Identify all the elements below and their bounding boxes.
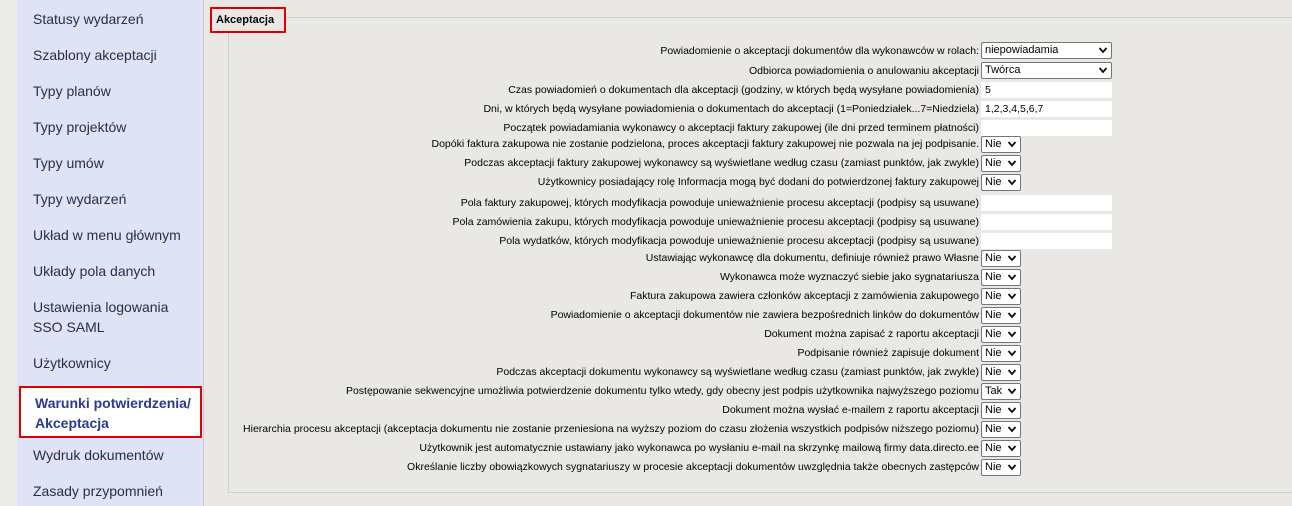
chevron-down-icon bbox=[1007, 271, 1017, 283]
chevron-down-icon bbox=[1007, 461, 1017, 473]
setting-dropdown[interactable] bbox=[981, 383, 1021, 400]
setting-row bbox=[204, 62, 1292, 82]
setting-row bbox=[204, 194, 1292, 214]
setting-text-field[interactable] bbox=[981, 120, 1112, 136]
dropdown-value: Nie bbox=[985, 347, 1002, 359]
chevron-down-icon bbox=[1007, 366, 1017, 378]
setting-row bbox=[204, 213, 1292, 233]
setting-dropdown[interactable] bbox=[981, 307, 1021, 324]
setting-row bbox=[204, 135, 1292, 155]
sidebar-item[interactable]: Zasady przypomnień bbox=[33, 483, 163, 499]
setting-dropdown[interactable] bbox=[981, 288, 1021, 305]
setting-dropdown[interactable] bbox=[981, 459, 1021, 476]
sidebar-item[interactable]: Układy pola danych bbox=[33, 263, 156, 279]
setting-text-field[interactable] bbox=[981, 233, 1112, 249]
setting-label: Faktura zakupowa zawiera członków akceptacji z zamówienia zakupowego bbox=[629, 290, 979, 302]
sidebar-item[interactable]: Statusy wydarzeń bbox=[33, 11, 144, 27]
setting-text-field[interactable] bbox=[981, 101, 1112, 117]
chevron-down-icon bbox=[1007, 442, 1017, 454]
sidebar-item[interactable]: Typy umów bbox=[33, 155, 104, 171]
setting-text-field[interactable] bbox=[981, 214, 1112, 230]
dropdown-value: Nie bbox=[985, 442, 1002, 454]
chevron-down-icon bbox=[1007, 290, 1017, 302]
dropdown-value: Nie bbox=[985, 461, 1002, 473]
chevron-down-icon bbox=[1007, 404, 1017, 416]
setting-label: Podczas akceptacji dokumentu wykonawcy są wyświetlane według czasu (zamiast punktów, jak zwykle) bbox=[496, 366, 979, 378]
chevron-down-icon bbox=[1007, 157, 1017, 169]
setting-label: Czas powiadomień o dokumentach dla akceptacji (godziny, w których będą wysyłane powiadomienia) bbox=[508, 84, 979, 96]
dropdown-value: Nie bbox=[985, 423, 1002, 435]
setting-label: Użytkownicy posiadający rolę Informacja mogą być dodani do potwierdzonej faktury zakupowej bbox=[537, 176, 979, 188]
setting-label: Pola zamówienia zakupu, których modyfikacja powoduje unieważnienie procesu akceptacji (podpisy są usuwane) bbox=[452, 216, 979, 228]
setting-label: Wykonawca może wyznaczyć siebie jako sygnatariusza bbox=[719, 271, 979, 283]
sidebar-item[interactable]: Użytkownicy bbox=[33, 355, 111, 371]
setting-row bbox=[204, 287, 1292, 307]
chevron-down-icon bbox=[1007, 252, 1017, 264]
setting-row bbox=[204, 42, 1292, 62]
chevron-down-icon bbox=[1098, 64, 1108, 76]
sidebar-item[interactable]: Typy planów bbox=[33, 83, 111, 99]
sidebar-item[interactable]: Typy projektów bbox=[33, 119, 127, 135]
chevron-down-icon bbox=[1007, 385, 1017, 397]
dropdown-value: Nie bbox=[985, 366, 1002, 378]
setting-label: Początek powiadamiania wykonawcy o akceptacji faktury zakupowej (ile dni przed terminem płatności) bbox=[503, 122, 979, 134]
chevron-down-icon bbox=[1007, 423, 1017, 435]
setting-dropdown[interactable] bbox=[981, 364, 1021, 381]
setting-label: Ustawiając wykonawcę dla dokumentu, definiuje również prawo Własne bbox=[645, 252, 979, 264]
setting-dropdown[interactable] bbox=[981, 440, 1021, 457]
setting-text-field[interactable] bbox=[981, 82, 1112, 98]
setting-label: Powiadomienie o akceptacji dokumentów dla wykonawców w rolach: bbox=[660, 45, 979, 57]
setting-dropdown[interactable] bbox=[981, 421, 1021, 438]
setting-label: Dokument można wysłać e-mailem z raportu akceptacji bbox=[722, 404, 979, 416]
setting-label: Powiadomienie o akceptacji dokumentów nie zawiera bezpośrednich linków do dokumentów bbox=[550, 309, 979, 321]
setting-dropdown[interactable] bbox=[981, 326, 1021, 343]
dropdown-value: Nie bbox=[985, 328, 1002, 340]
setting-row bbox=[204, 100, 1292, 120]
group-border-top bbox=[284, 17, 1292, 18]
setting-row bbox=[204, 325, 1292, 345]
setting-text-field[interactable] bbox=[981, 195, 1112, 211]
setting-dropdown[interactable] bbox=[981, 402, 1021, 419]
dropdown-value: Twórca bbox=[985, 64, 1021, 76]
setting-label: Dopóki faktura zakupowa nie zostanie podzielona, proces akceptacji faktury zakupowej nie pozwala na jej podpisanie. bbox=[431, 138, 979, 150]
dropdown-value: Nie bbox=[985, 290, 1002, 302]
setting-row bbox=[204, 439, 1292, 459]
setting-row bbox=[204, 81, 1292, 101]
setting-dropdown[interactable] bbox=[981, 62, 1112, 79]
setting-label: Odbiorca powiadomienia o anulowaniu akceptacji bbox=[749, 65, 979, 77]
setting-label: Hierarchia procesu akceptacji (akceptacja dokumentu nie zostanie przeniesiona na wyższy poziom do czasu złożenia wszystkich podpisów niższego poziomu) bbox=[243, 423, 979, 435]
dropdown-value: Nie bbox=[985, 138, 1002, 150]
dropdown-value: niepowiadamia bbox=[985, 44, 1059, 56]
setting-label: Postępowanie sekwencyjne umożliwia potwierdzenie dokumentu tylko wtedy, gdy obecny jest podpis użytkownika najwyższego poziomu bbox=[345, 385, 979, 397]
setting-row bbox=[204, 154, 1292, 174]
chevron-down-icon bbox=[1007, 309, 1017, 321]
setting-label: Dokument można zapisać z raportu akceptacji bbox=[764, 328, 979, 340]
dropdown-value: Tak bbox=[985, 385, 1003, 397]
sidebar-item[interactable]: Układ w menu głównym bbox=[33, 227, 181, 243]
setting-label: Pola faktury zakupowej, których modyfikacja powoduje unieważnienie procesu akceptacji (podpisy są usuwane) bbox=[460, 197, 979, 209]
setting-row bbox=[204, 401, 1292, 421]
chevron-down-icon bbox=[1007, 176, 1017, 188]
settings-sidebar bbox=[17, 0, 204, 506]
setting-dropdown[interactable] bbox=[981, 155, 1021, 172]
left-edge-strip bbox=[0, 0, 18, 506]
setting-row bbox=[204, 458, 1292, 478]
setting-label: Określanie liczby obowiązkowych sygnatariuszy w procesie akceptacji dokumentów uwzględnia także obecnych zastępców bbox=[407, 461, 979, 473]
dropdown-value: Nie bbox=[985, 157, 1002, 169]
dropdown-value: Nie bbox=[985, 309, 1002, 321]
setting-row bbox=[204, 363, 1292, 383]
sidebar-item-active[interactable]: Warunki potwierdzenia/ Akceptacja bbox=[19, 386, 202, 438]
setting-row bbox=[204, 382, 1292, 402]
setting-dropdown[interactable] bbox=[981, 136, 1021, 153]
setting-dropdown[interactable] bbox=[981, 250, 1021, 267]
sidebar-item[interactable]: Wydruk dokumentów bbox=[33, 447, 164, 463]
chevron-down-icon bbox=[1007, 328, 1017, 340]
setting-label: Dni, w których będą wysyłane powiadomienia o dokumentach do akceptacji (1=Poniedziałek...7=Niedziela) bbox=[483, 103, 979, 115]
chevron-down-icon bbox=[1098, 44, 1108, 56]
section-title: Akceptacja bbox=[210, 7, 286, 33]
setting-row bbox=[204, 306, 1292, 326]
dropdown-value: Nie bbox=[985, 271, 1002, 283]
setting-dropdown[interactable] bbox=[981, 42, 1112, 59]
setting-label: Użytkownik jest automatycznie ustawiany jako wykonawca po wysłaniu e-mail na skrzynkę mailową firmy data.directo.ee bbox=[419, 442, 979, 454]
setting-dropdown[interactable] bbox=[981, 174, 1021, 191]
setting-row bbox=[204, 249, 1292, 269]
sidebar-item[interactable]: Typy wydarzeń bbox=[33, 191, 127, 207]
setting-dropdown[interactable] bbox=[981, 269, 1021, 286]
sidebar-item[interactable]: Szablony akceptacji bbox=[33, 47, 157, 63]
setting-row bbox=[204, 268, 1292, 288]
dropdown-value: Nie bbox=[985, 252, 1002, 264]
setting-dropdown[interactable] bbox=[981, 345, 1021, 362]
dropdown-value: Nie bbox=[985, 404, 1002, 416]
chevron-down-icon bbox=[1007, 347, 1017, 359]
dropdown-value: Nie bbox=[985, 176, 1002, 188]
setting-row bbox=[204, 344, 1292, 364]
setting-label: Podczas akceptacji faktury zakupowej wykonawcy są wyświetlane według czasu (zamiast punktów, jak zwykle) bbox=[464, 157, 979, 169]
settings-main bbox=[204, 0, 1292, 506]
group-border-bottom bbox=[228, 492, 1292, 493]
sidebar-item[interactable]: Ustawienia logowania SSO SAML bbox=[33, 299, 169, 335]
setting-label: Pola wydatków, których modyfikacja powoduje unieważnienie procesu akceptacji (podpisy są usuwane) bbox=[499, 235, 979, 247]
chevron-down-icon bbox=[1007, 138, 1017, 150]
setting-row bbox=[204, 173, 1292, 193]
setting-label: Podpisanie również zapisuje dokument bbox=[797, 347, 979, 359]
setting-row bbox=[204, 420, 1292, 440]
